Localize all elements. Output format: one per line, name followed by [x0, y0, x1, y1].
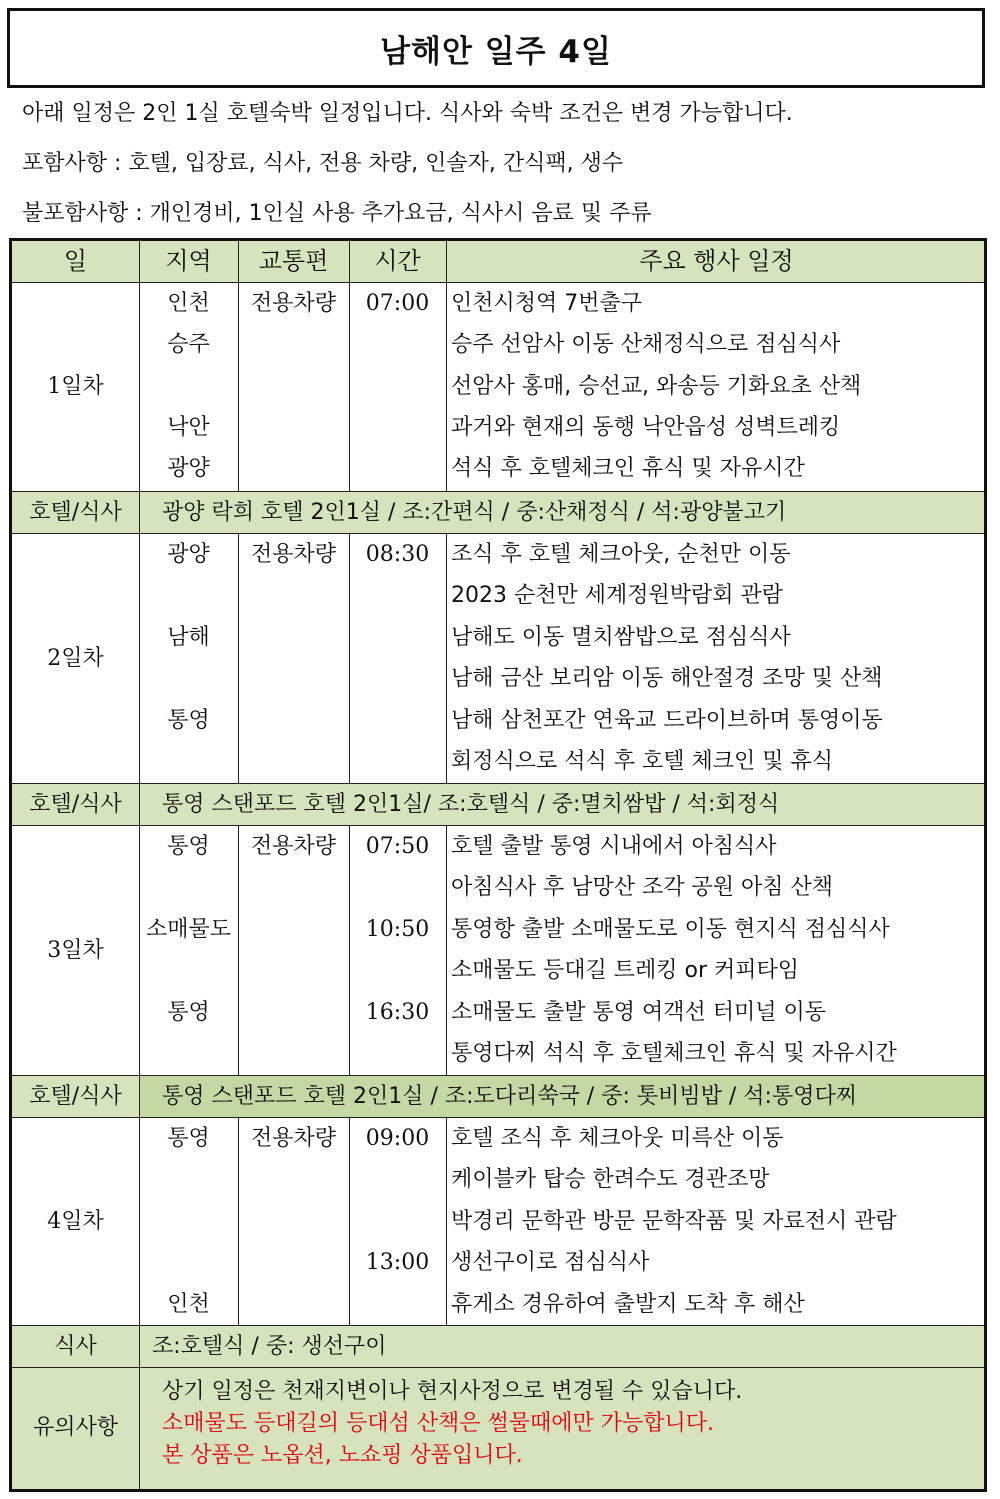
schedule-table: [9, 238, 987, 1492]
schedule-item: 2023 순천만 세계정원박람회 관람: [451, 583, 783, 608]
region-cell: 낙안: [167, 415, 210, 440]
region-cell: 통영: [167, 834, 210, 859]
transport-cell: 전용차량: [250, 1126, 336, 1151]
intro-line: 아래 일정은 2인 1실 호텔숙박 일정입니다. 식사와 숙박 조건은 변경 가능합니다.: [22, 101, 793, 126]
note-line: 상기 일정은 천재지변이나 현지사정으로 변경될 수 있습니다.: [162, 1379, 743, 1404]
schedule-item: 소매물도 출발 통영 여객선 터미널 이동: [451, 1000, 826, 1025]
day-label: 2일차: [47, 646, 104, 671]
schedule-item: 케이블카 탑승 한려수도 경관조망: [451, 1167, 770, 1192]
day-label: 4일차: [47, 1209, 104, 1234]
schedule-item: 석식 후 호텔체크인 휴식 및 자유시간: [451, 456, 805, 481]
schedule-item: 호텔 출발 통영 시내에서 아침식사: [451, 834, 777, 859]
hotel-meal-row: [12, 1076, 984, 1118]
transport-cell: 전용차량: [250, 542, 336, 567]
schedule-item: 통영항 출발 소매물도로 이동 현지식 점심식사: [451, 917, 890, 942]
header-time: 시간: [374, 247, 421, 275]
excluded-line: 불포함사항 : 개인경비, 1인실 사용 추가요금, 식사시 음료 및 주류: [22, 201, 652, 226]
table-header-row: [12, 241, 984, 283]
region-cell: 남해: [167, 625, 210, 650]
schedule-item: 소매물도 등대길 트레킹 or 커피타임: [451, 958, 800, 983]
hotel-meal-row: [12, 492, 984, 534]
schedule-item: 생선구이로 점심식사: [451, 1250, 650, 1275]
hotel-meal-label: 호텔/식사: [29, 792, 122, 817]
region-cell: 통영: [167, 1000, 210, 1025]
time-cell: 07:00: [365, 291, 430, 316]
transport-cell: 전용차량: [250, 834, 336, 859]
schedule-item: 승주 선암사 이동 산채정식으로 점심식사: [451, 332, 841, 357]
schedule-item: 남해 삼천포간 연육교 드라이브하며 통영이동: [451, 708, 883, 733]
notes-row: [12, 1368, 984, 1489]
region-cell: 인천: [167, 1292, 210, 1317]
notes-label: 유의사항: [32, 1415, 118, 1440]
time-cell: 13:00: [365, 1250, 430, 1275]
time-cell: 07:50: [365, 834, 430, 859]
hotel-meal-info: 통영 스탠포드 호텔 2인1실/ 조:호텔식 / 중:멸치쌈밥 / 석:회정식: [162, 792, 780, 817]
day-block: [12, 534, 984, 784]
day-label: 3일차: [47, 938, 104, 963]
header-region: 지역: [165, 247, 212, 275]
region-cell: 광양: [167, 456, 210, 481]
day-label: 1일차: [47, 374, 104, 399]
schedule-item: 회정식으로 석식 후 호텔 체크인 및 휴식: [451, 749, 833, 774]
meal-label: 식사: [54, 1334, 97, 1359]
time-cell: 16:30: [365, 1000, 430, 1025]
day-block: [12, 283, 984, 492]
note-line-warning: 소매물도 등대길의 등대섬 산책은 썰물때에만 가능합니다.: [162, 1411, 715, 1436]
time-cell: 08:30: [365, 542, 430, 567]
meal-info: 조:호텔식 / 중: 생선구이: [152, 1334, 387, 1359]
time-cell: 09:00: [365, 1126, 430, 1151]
time-cell: 10:50: [365, 917, 430, 942]
meal-row: [12, 1326, 984, 1368]
page-title: 남해안 일주 4일: [7, 8, 985, 88]
schedule-item: 통영다찌 석식 후 호텔체크인 휴식 및 자유시간: [451, 1041, 897, 1066]
region-cell: 광양: [167, 542, 210, 567]
schedule-item: 박경리 문학관 방문 문학작품 및 자료전시 관람: [451, 1209, 897, 1234]
hotel-meal-label: 호텔/식사: [29, 1084, 122, 1109]
region-cell: 통영: [167, 1126, 210, 1151]
schedule-item: 휴게소 경유하여 출발지 도착 후 해산: [451, 1292, 805, 1317]
header-transport: 교통편: [258, 247, 329, 275]
note-line-warning: 본 상품은 노옵션, 노쇼핑 상품입니다.: [162, 1443, 523, 1468]
region-cell: 승주: [167, 332, 210, 357]
schedule-item: 조식 후 호텔 체크아웃, 순천만 이동: [451, 542, 791, 567]
day-block: [12, 826, 984, 1076]
region-cell: 소매물도: [145, 917, 231, 942]
region-cell: 통영: [167, 708, 210, 733]
hotel-meal-info: 광양 락희 호텔 2인1실 / 조:간편식 / 중:산채정식 / 석:광양불고기: [162, 500, 787, 525]
schedule-item: 선암사 홍매, 승선교, 와송등 기화요초 산책: [451, 374, 862, 399]
schedule-item: 남해 금산 보리암 이동 해안절경 조망 및 산책: [451, 666, 883, 691]
transport-cell: 전용차량: [250, 291, 336, 316]
day-block: [12, 1118, 984, 1326]
schedule-item: 호텔 조식 후 체크아웃 미륵산 이동: [451, 1126, 784, 1151]
schedule-item: 인천시청역 7번출구: [451, 291, 643, 316]
schedule-item: 과거와 현재의 동행 낙안읍성 성벽트레킹: [451, 415, 841, 440]
hotel-meal-info: 통영 스탠포드 호텔 2인1실 / 조:도다리쑥국 / 중: 톳비빔밥 / 석:통영다찌: [162, 1084, 857, 1109]
hotel-meal-row: [12, 784, 984, 826]
hotel-meal-label: 호텔/식사: [29, 500, 122, 525]
schedule-item: 남해도 이동 멸치쌈밥으로 점심식사: [451, 625, 791, 650]
region-cell: 인천: [167, 291, 210, 316]
header-day: 일: [63, 247, 88, 275]
header-schedule: 주요 행사 일정: [639, 247, 794, 275]
included-line: 포함사항 : 호텔, 입장료, 식사, 전용 차량, 인솔자, 간식팩, 생수: [22, 151, 624, 176]
schedule-item: 아침식사 후 남망산 조각 공원 아침 산책: [451, 875, 833, 900]
